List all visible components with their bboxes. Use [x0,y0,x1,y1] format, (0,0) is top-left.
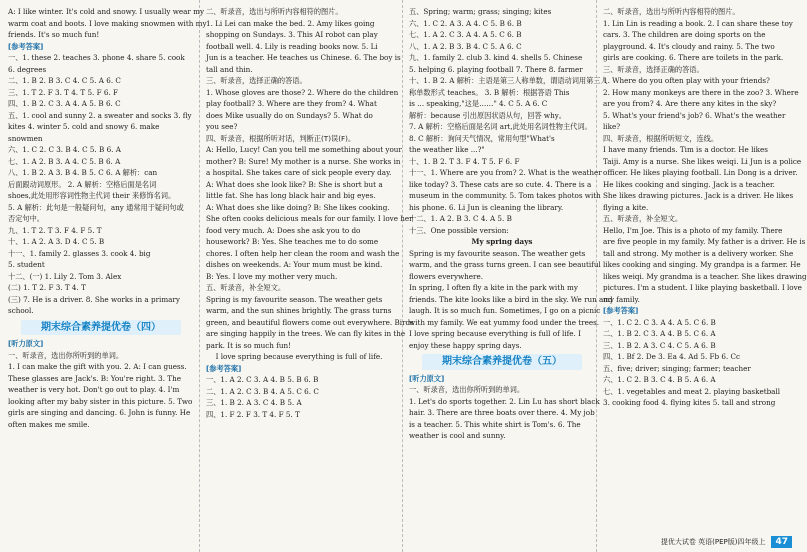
text-line: you see? [206,122,238,131]
text-line: 1. Lin Lin is reading a book. 2. I can share these toy [603,18,793,28]
text-line: (三) 7. He is a driver. 8. She works in a primary [8,294,180,304]
text-line: are singing happily in the trees. We can fly kites in the [206,329,406,338]
text-line: does Mike usually do on Sundays? 5. What do [206,110,373,120]
text-line: B: Yes. I love my mother very much. [206,271,338,281]
column-divider [199,0,200,552]
text-line: 五、1. cool and sunny 2. a sweater and socks 3. fly [8,110,192,120]
text-line: 二、听录音，选出与所听内容相符的图片。 [603,7,740,16]
text-line: school. [8,306,34,315]
text-line: I have many friends. Tim is a doctor. He likes [603,145,768,154]
page-number: 47 [771,536,792,548]
text-line: 三、听录音，选择正确的答语。 [603,64,704,74]
text-line: girls are singing and dancing. 6. John is funny. He [8,408,191,417]
text-line: 五、Spring; warm; grass; singing; kites [409,7,552,16]
text-line: 1. Let's do sports together. 2. Lin Lu has short black [409,396,600,406]
text-line: playground. 4. It's cloudy and rainy. 5. The two [603,41,775,51]
text-line: housework? B: Yes. She teaches me to do some [206,237,379,246]
text-line: 八、1. A 2. B 3. B 4. C 5. A 6. C [409,41,522,51]
text-line: 后面跟动词原形。 2. A 解析：空格后面是名词 [8,179,157,189]
text-line: 三、听录音，选择正确的答语。 [206,76,307,85]
text-line: pictures. I'm a student. I like playing basketball. I love [603,283,802,292]
text-line: 二、1. B 2. B 3. C 4. C 5. A 6. C [8,76,121,85]
footer-label: 提优大试卷 英语(PEP版)四年级上 [660,538,766,546]
text-line: 四、1. Bf 2. De 3. Ea 4. Ad 5. Fb 6. Cc [603,352,741,361]
text-line: 一、1. these 2. teaches 3. phone 4. share 5. cook [8,53,185,62]
text-line: 1. Li Lei can make the bed. 2. Amy likes going [206,18,375,28]
column-1 [8,6,207,430]
text-line: cars. 3. The children are doing sports on the [603,30,766,39]
text-line: 5. helping 6. playing football 7. There 8. farmer [409,64,583,74]
text-line: food very much. A: Does she ask you to do [206,225,361,235]
text-line: 3. cooking food 4. flying kites 5. tall and strong [603,398,776,407]
text-line: A: I like winter. It's cold and snowy. I usually wear my [8,7,205,16]
text-line: 五、five; driver; singing; farmer; teacher [603,363,751,373]
column-divider [402,0,403,552]
text-line: 1. Where do you often play with your friends? [603,76,770,85]
text-line: In spring, I often fly a kite in the park with my [409,283,578,292]
text-line: 六、1. C 2. B 3. C 4. B 5. A 6. A [603,375,716,384]
text-line: 五、听录音，补全短文。 [206,283,286,292]
text-line: 二、1. A 2. C 3. B 4. A 5. C 6. C [206,386,319,396]
text-line: dishes on weekends. A: Your mum must be kind. [206,260,383,269]
text-line: 一、1. A 2. C 3. A 4. B 5. B 6. B [206,375,319,384]
text-line: laugh. It is so much fun. Sometimes, I go on a picnic [409,306,601,315]
text-line: 十三、One possible version: [409,225,509,235]
text-line: I love spring because everything is full of life. I [409,329,581,338]
text-line: like today? 3. These cats are so cute. 4. There is a [409,179,592,189]
text-line: 七、1. vegetables and meat 2. playing basketball [603,386,781,396]
text-line: 2. How many monkeys are there in the zoo? 3. Where [603,87,799,97]
text-line: Spring is my favourite season. The weather gets [409,248,586,258]
text-line: green, and beautiful flowers come out everywhere. Birds [206,317,414,327]
text-line: My spring days [471,237,533,246]
text-line: 一、1. C 2. C 3. A 4. A 5. C 6. B [603,317,716,327]
text-line: 四、听录音，根据所听短文，连线。 [603,133,719,143]
text-line: Taiji. Amy is a nurse. She likes weiqi. Li Jun is a police [603,156,802,166]
text-line: friends. It's so much fun! [8,30,100,39]
text-line: little fat. She has long black hair and big eyes. [206,191,376,200]
text-line: warm, and the sun shines brightly. The grass turns [206,306,392,315]
text-line: I love spring because everything is full of life. [215,352,383,361]
text-line: 八、1. B 2. A 3. B 4. B 5. C 6. A 解析：can [8,168,158,177]
text-line: 三、1. B 2. A 3. C 4. C 5. A 6. B [603,340,716,350]
text-line: 5. What's your friend's job? 6. What's the weather [603,110,786,120]
text-line: These glasses are Jack's. B: You're right. 3. The [8,373,181,383]
text-line: [参考答案] [603,306,639,315]
text-line: A: Hello, Lucy! Can you tell me something about your [206,145,402,154]
text-line: shopping on Sundays. 3. This AI robot can play [206,30,378,39]
text-line: 一、听录音，选出你所听到的单词。 [409,385,525,394]
text-line: likes cooking and singing. My grandpa is a farmer. He [603,260,801,269]
text-line: 六、1. C 2. C 3. B 4. C 5. B 6. A [8,145,121,154]
text-line: 三、1. B 2. A 3. C 4. B 5. A [206,398,302,407]
text-line: 五、听录音，补全短文。 [603,214,683,223]
text-line: 7. A 解析：空格后面是名词 art,此处用名词性物主代词。 [409,122,592,131]
text-line: 七、1. A 2. C 3. A 4. A 5. C 6. B [409,30,522,39]
text-line: looking after my baby sister in this picture. 5. Two [8,396,193,406]
text-line: are five people in my family. My father is a driver. He is [603,237,806,246]
text-line: 解析：because 引出原因状语从句，回答 why。 [409,110,566,120]
text-line: museum in the community. 5. Tom takes photos with [409,191,601,200]
text-line: 十、1. B 2. T 3. F 4. T 5. F 6. F [409,156,520,166]
text-line: football well. 4. Lily is reading books now. 5. Li [206,41,378,51]
text-line: 否定句中。 [8,214,44,223]
text-line: 十、1. A 2. A 3. D 4. C 5. B [8,237,105,246]
text-line: my family. [603,294,640,304]
text-line: 一、听录音，选出你所听到的单词。 [8,350,124,360]
text-line: 七、1. A 2. B 3. A 4. C 5. B 6. A [8,156,121,166]
text-line: tall and strong. My mother is a delivery worker. She [603,248,794,258]
text-line: 九、1. family 2. club 3. kind 4. shells 5. Chinese [409,53,583,62]
text-line: tall and thin. [206,64,253,74]
text-line: 十二、(一) 1. Lily 2. Tom 3. Alex [8,271,122,281]
text-line: 六、1. C 2. A 3. A 4. C 5. B 6. B [409,18,522,28]
text-line: is ... speaking,"这是……" 4. C 5. A 6. C [409,99,548,108]
text-line: shoes,此处用形容词性物主代词 their 来修饰名词。 [8,191,176,200]
text-line: (二) 1. T 2. F 3. T 4. T [8,283,86,292]
text-line: mother? B: Sure! My mother is a nurse. She works in [206,156,401,166]
text-line: a hospital. She takes care of sick people every day. [206,168,392,177]
text-line: A: What does she look like? B: She is short but a [206,179,383,189]
text-line: 二、听录音，选出与所听内容相符的图片。 [206,7,343,16]
text-line: 5. A 解析：此句是一般疑问句，any 通常用于疑问句或 [8,202,184,212]
text-line: 1. I can make the gift with you. 2. A: I can guess. [8,362,187,371]
text-line: warm, and the grass turns green. I can see beautiful [409,260,601,269]
text-line: friends. The kite looks like a bird in the sky. We run and [409,294,613,304]
section-banner: 期末综合素养提优卷（五） [422,354,582,370]
text-line: [听力原文] [8,339,44,348]
text-line: often makes me smile. [8,419,90,429]
text-line: A: What does she like doing? B: She likes cooking. [206,202,390,212]
text-line: weather is very hot. Don't go out to play. 4. I'm [8,385,180,394]
column-4 [603,6,807,409]
text-line: with my family. We eat yummy food under the trees. [409,317,600,327]
text-line: Jun is a teacher. He teaches us Chinese. 6. The boy is [206,53,401,62]
text-line: chores. I often help her clean the room and wash the [206,248,400,258]
text-line: She often cooks delicious meals for our family. I love her [206,214,413,223]
text-line: enjoy these happy spring days. [409,340,522,350]
text-line: 九、1. T 2. T 3. F 4. F 5. T [8,225,102,235]
text-line: snowmen [8,133,43,143]
text-line: She likes drawing pictures. Jack is a driver. He likes [603,191,794,200]
column-2 [206,6,414,420]
text-line: are you from? 4. Are there any kites in the sky? [603,99,777,108]
text-line: 8. C 解析：询问天气情况，常用句型"What's [409,133,555,143]
text-line: warm coat and boots. I love making snowmen with my [8,18,207,28]
text-line: is a teacher. 5. This white shirt is Tom's. 6. The [409,419,581,429]
text-line: 6. degrees [8,64,47,74]
text-line: play football? 3. Where are they from? 4. What [206,99,377,108]
text-line: 十、1. B 2. A 解析：主语是第三人称单数，谓语动词用第三人 [409,76,608,85]
text-line: girls are cooking. 6. There are toilets in the park. [603,53,784,62]
page-footer [661,536,792,548]
text-line: the weather like ...?" [409,145,485,154]
text-line: flowers everywhere. [409,271,484,281]
text-line: like? [603,122,621,131]
section-banner: 期末综合素养提优卷（四） [21,320,181,336]
text-line: 四、1. B 2. C 3. A 4. A 5. B 6. C [8,99,121,108]
text-line: Hello, I'm Joe. This is a photo of my family. There [603,225,783,235]
text-line: kites 4. winter 5. cold and snowy 6. make [8,122,160,131]
text-line: 四、1. F 2. F 3. T 4. F 5. T [206,409,300,419]
text-line: his phone. 6. Li Jun is cleaning the library. [409,202,564,212]
text-line: weather is cool and sunny. [409,431,506,440]
text-line: [参考答案] [8,41,44,51]
text-line: [参考答案] [206,363,242,373]
text-line: 十二、1. A 2. B 3. C 4. A 5. B [409,214,512,223]
text-line: 四、听录音，根据所听对话，判断正(T)误(F)。 [206,133,356,143]
text-line: Spring is my favourite season. The weather gets [206,294,383,304]
text-line: likes weiqi. My grandma is a teacher. She likes drawing [603,271,807,281]
text-line: 称单数形式 teaches。 3. B 解析：根据答语 This [409,87,570,97]
text-line: park. It is so much fun! [206,340,292,350]
text-line: flying a kite. [603,202,649,212]
text-line: 十一、1. family 2. glasses 3. cook 4. big [8,248,151,258]
column-3 [409,6,613,442]
text-line: 5. student [8,260,45,269]
text-line: 1. Whose gloves are those? 2. Where do the children [206,87,399,97]
text-line: hair. 3. There are three boats over there. 4. My job [409,408,595,417]
text-line: He likes cooking and singing. Jack is a teacher. [603,179,775,189]
text-line: [听力原文] [409,373,445,383]
text-line: 二、1. B 2. C 3. A 4. B 5. C 6. A [603,329,716,338]
text-line: 十一、1. Where are you from? 2. What is the weather [409,168,602,177]
text-line: 三、1. T 2. F 3. T 4. T 5. F 6. F [8,87,118,97]
text-line: officer. He likes playing football. Lin Dong is a driver. [603,168,798,177]
